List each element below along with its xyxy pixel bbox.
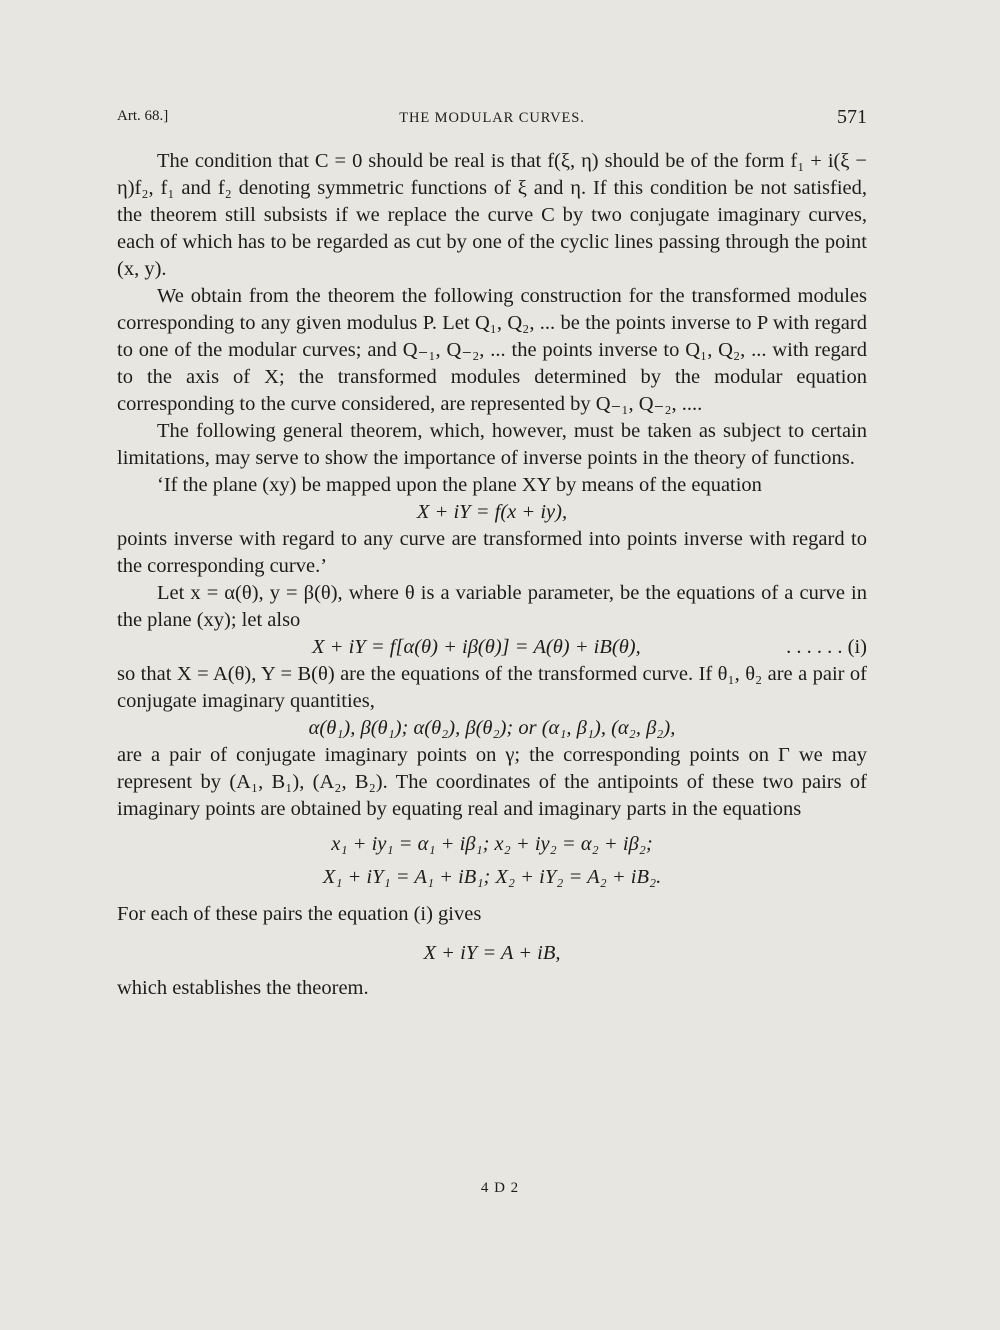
- signature-mark: 4 D 2: [480, 1180, 520, 1196]
- paragraph-theorem-conclusion: points inverse with regard to any curve are transformed into points inverse with regard to the corresponding curve.’: [117, 528, 867, 577]
- equation-number: . . . . . . (i): [786, 636, 867, 658]
- paragraph-general-theorem: The following general theorem, which, however, must be taken as subject to certain limitations, may serve to show the importance of inverse points in the theory of functions.: [117, 420, 867, 469]
- running-header: [117, 104, 867, 138]
- equation-mapping: X + iY = f(x + iy),: [416, 501, 568, 523]
- equation-transform: X + iY = f[α(θ) + iβ(θ)] = A(θ) + iB(θ),: [312, 636, 641, 658]
- equation-lower-case: x₁ + iy₁ = α₁ + iβ₁; x₂ + iy₂ = α₂ + iβ₂;: [331, 833, 653, 855]
- equation-transform-row: [117, 634, 867, 661]
- equation-pair-points: α(θ₁), β(θ₁); α(θ₂), β(θ₂); or (α₁, β₁), (α₂, β₂),: [308, 717, 676, 739]
- page-number: 571: [837, 106, 867, 128]
- paragraph-curve-definition: Let x = α(θ), y = β(θ), where θ is a variable parameter, be the equations of a curve in the plane (xy); let also: [117, 582, 867, 631]
- paragraph-establishes: which establishes the theorem.: [117, 977, 369, 999]
- paragraph-antipoints: are a pair of conjugate imaginary points on γ; the corresponding points on Γ we may represent by (A₁, B₁), (A₂, B₂). The coordinates of the antipoints of these two pairs of imaginary points are obtained by equating real and imaginary parts in the equations: [117, 744, 867, 820]
- running-title: THE MODULAR CURVES.: [399, 110, 585, 126]
- paragraph-condition: The condition that C = 0 should be real is that f(ξ, η) should be of the form f₁ + i(ξ − η)f₂, f₁ and f₂ denoting symmetric functions of ξ and η. If this condition be not satisfied, the theorem still subsists if we replace the curve C by two conjugate imaginary curves, each of which has to be regarded as cut by one of the cyclic lines passing through the point (x, y).: [117, 150, 867, 280]
- page-body: [117, 148, 867, 1002]
- paragraph-construction: We obtain from the theorem the following construction for the transformed modules corresponding to any given modulus P. Let Q₁, Q₂, ... be the points inverse to P with regard to one of the modular curves; and Q₋₁, Q₋₂, ... the points inverse to Q₁, Q₂, ... with regard to the axis of X; the transformed modules determined by the modular equation corresponding to the curve considered, are represented by Q₋₁, Q₋₂, ....: [117, 285, 867, 415]
- equation-upper-case: X₁ + iY₁ = A₁ + iB₁; X₂ + iY₂ = A₂ + iB₂.: [322, 866, 662, 888]
- paragraph-equation-gives: For each of these pairs the equation (i) gives: [117, 903, 482, 925]
- paragraph-transformed-curve: so that X = A(θ), Y = B(θ) are the equations of the transformed curve. If θ₁, θ₂ are a pair of conjugate imaginary quantities,: [117, 663, 867, 712]
- article-reference: Art. 68.]: [117, 108, 169, 124]
- equation-result: X + iY = A + iB,: [423, 942, 561, 964]
- paragraph-theorem-statement: ‘If the plane (xy) be mapped upon the plane XY by means of the equation: [157, 474, 762, 496]
